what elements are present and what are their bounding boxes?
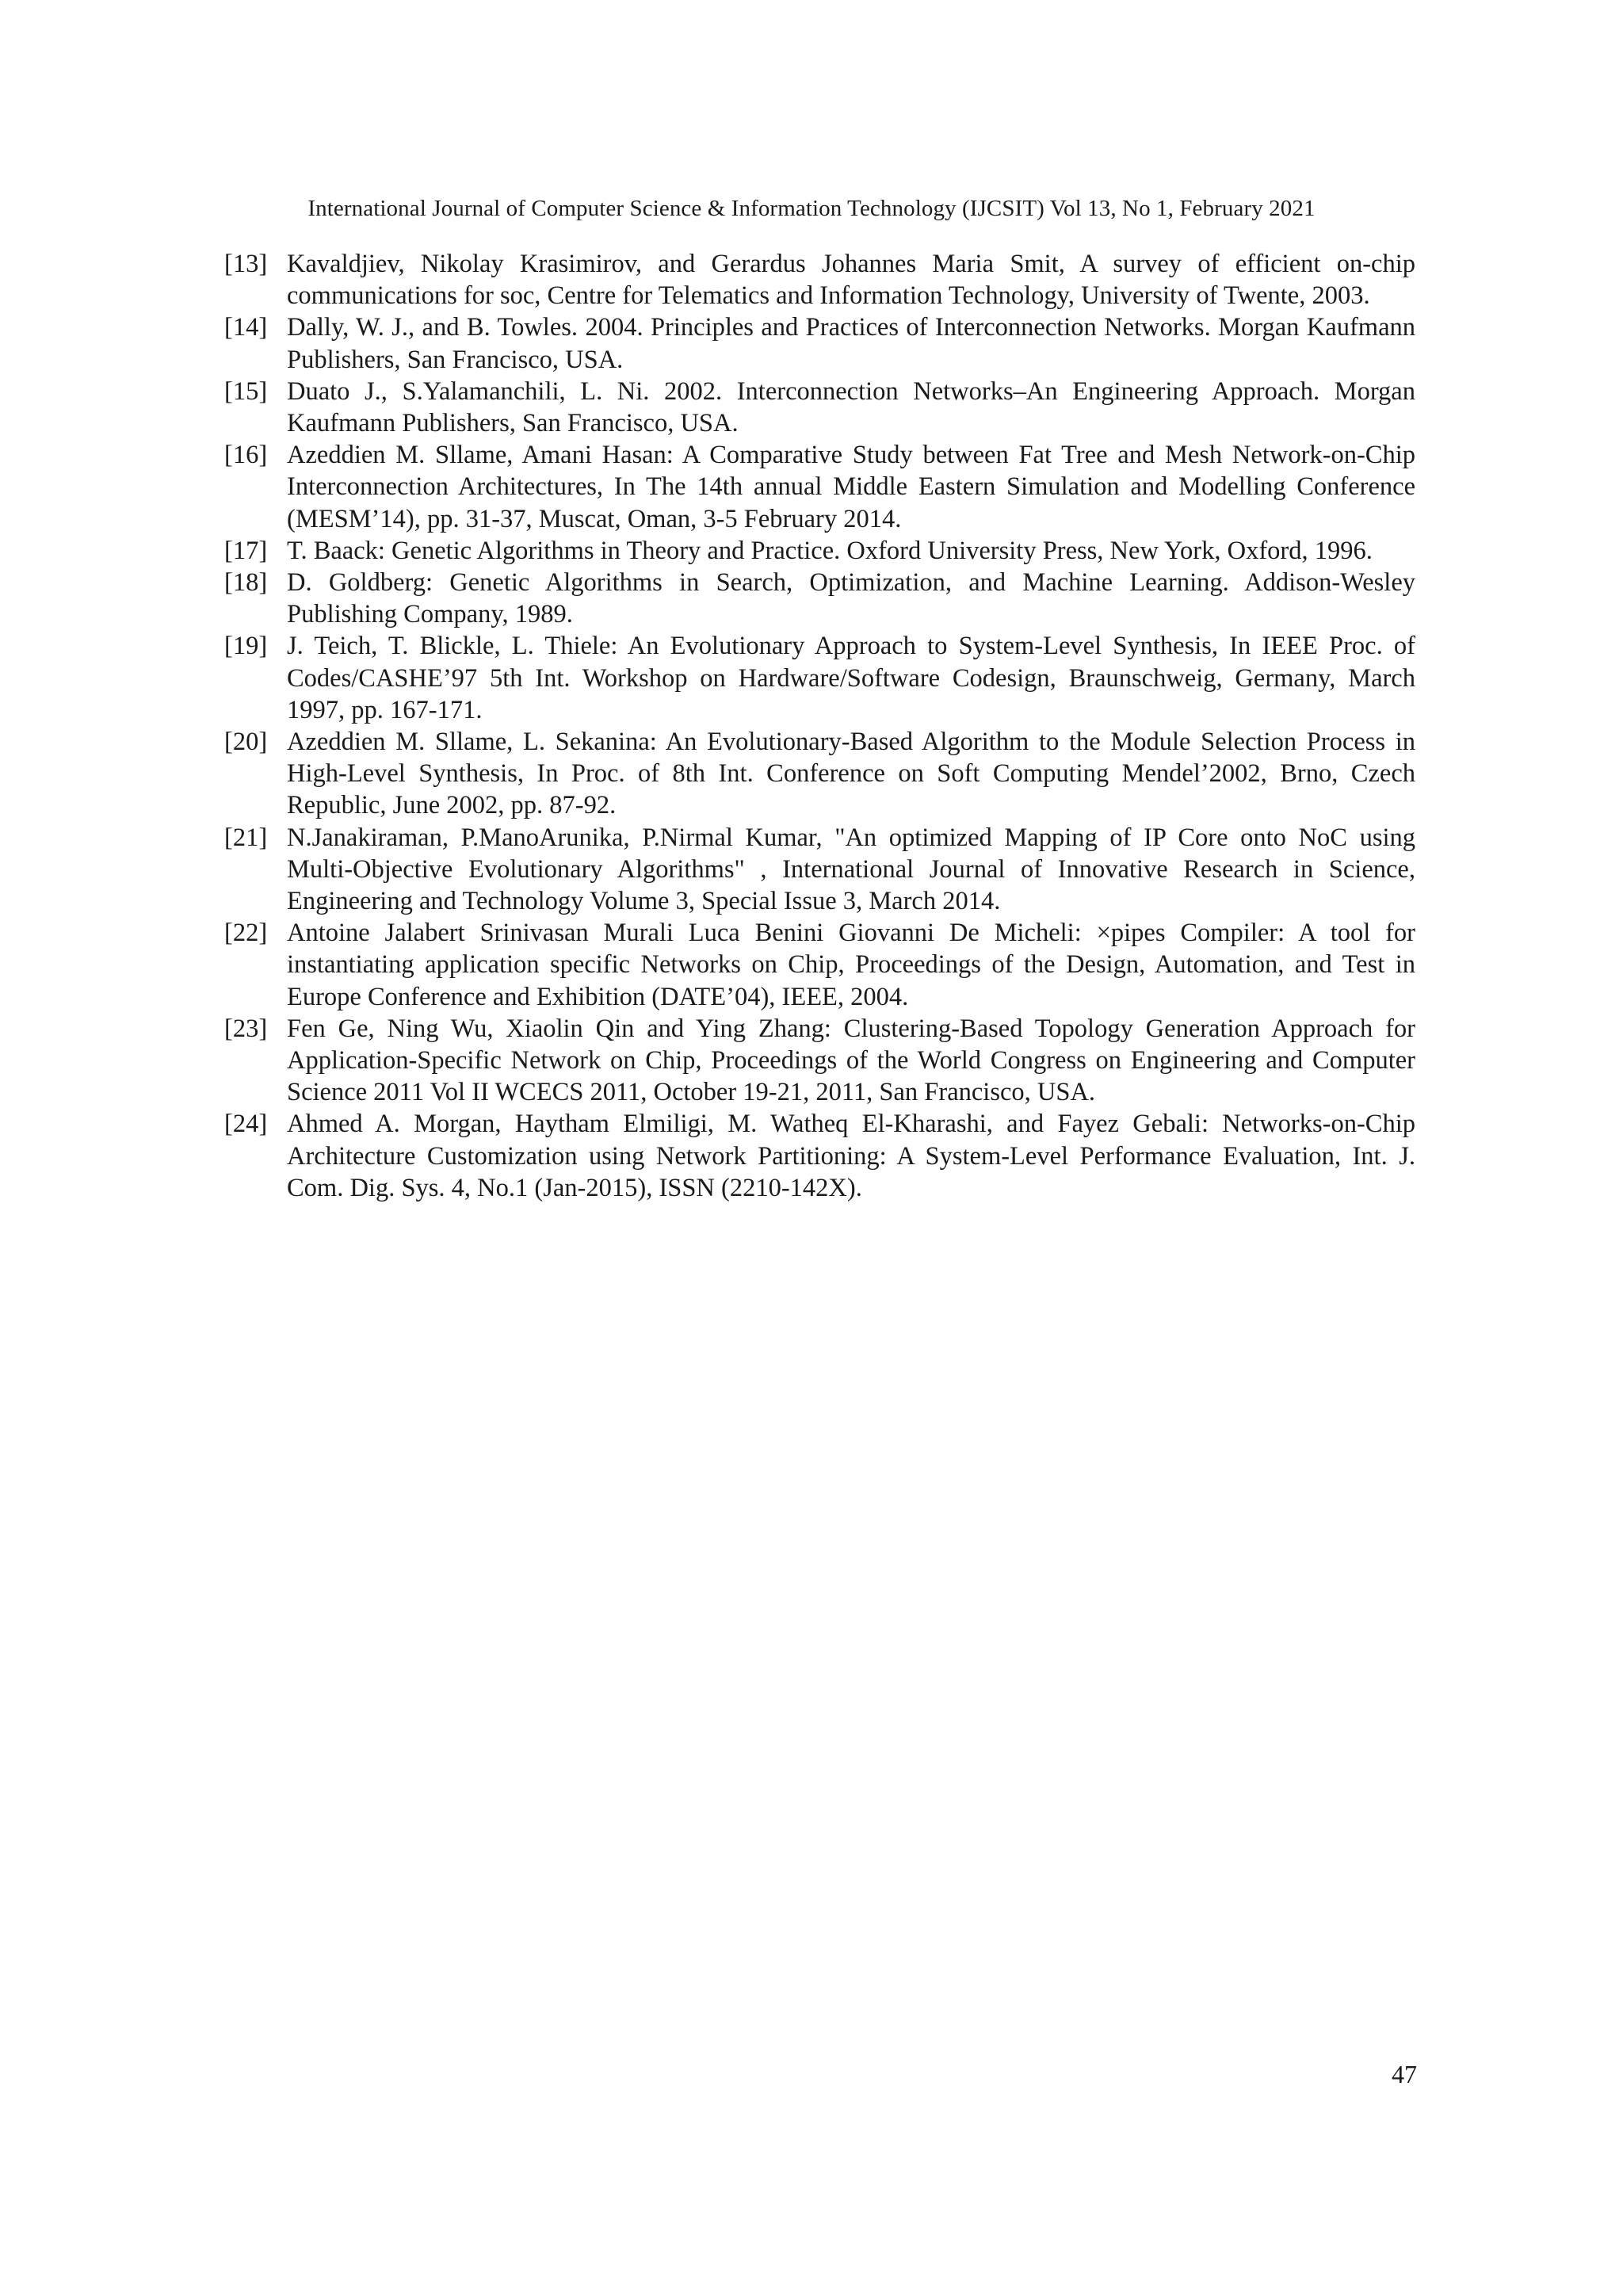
reference-item-18	[224, 567, 1415, 630]
reference-number: [13]	[224, 250, 268, 278]
reference-text: Azeddien M. Sllame, Amani Hasan: A Comparative Study between Fat Tree and Mesh Network-on-Chip Interconnection Architectures, In The 14th annual Middle Eastern Simulation and Modelling Conference (MESM’14), pp. 31-37, Muscat, Oman, 3-5 February 2014.	[287, 441, 1415, 533]
reference-text: N.Janakiraman, P.ManoArunika, P.Nirmal Kumar, "An optimized Mapping of IP Core onto NoC using Multi-Objective Evolutionary Algorithms" , International Journal of Innovative Research in Science, Engineering and Technology Volume 3, Special Issue 3, March 2014.	[287, 823, 1415, 916]
reference-item-23	[224, 1013, 1415, 1109]
reference-item-15	[224, 376, 1415, 439]
reference-item-24	[224, 1108, 1415, 1204]
reference-number: [22]	[224, 919, 268, 948]
reference-item-13	[224, 248, 1415, 311]
reference-text: Ahmed A. Morgan, Haytham Elmiligi, M. Watheq El-Kharashi, and Fayez Gebali: Networks-on-Chip Architecture Customization using Network Partitioning: A System-Level Performance Evaluation, Int. J. Com. Dig. Sys. 4, No.1 (Jan-2015), ISSN (2210-142X).	[287, 1110, 1415, 1202]
reference-text: Dally, W. J., and B. Towles. 2004. Principles and Practices of Interconnection Networks. Morgan Kaufmann Publishers, San Francisco, USA.	[287, 313, 1415, 374]
reference-number: [16]	[224, 441, 268, 470]
reference-number: [24]	[224, 1110, 268, 1139]
reference-text: Kavaldjiev, Nikolay Krasimirov, and Gerardus Johannes Maria Smit, A survey of efficient on-chip communications for soc, Centre for Telematics and Information Technology, University of Twente, 2003.	[287, 250, 1415, 311]
reference-number: [21]	[224, 823, 268, 852]
reference-number: [18]	[224, 568, 268, 598]
reference-text: Fen Ge, Ning Wu, Xiaolin Qin and Ying Zhang: Clustering-Based Topology Generation Approach for Application-Specific Network on Chip, Proceedings of the World Congress on Engineering and Computer Science 2011 Vol II WCECS 2011, October 19-21, 2011, San Francisco, USA.	[287, 1014, 1415, 1107]
reference-item-14	[224, 311, 1415, 375]
reference-text: T. Baack: Genetic Algorithms in Theory and Practice. Oxford University Press, New York, Oxford, 1996.	[287, 536, 1373, 565]
reference-text: D. Goldberg: Genetic Algorithms in Search, Optimization, and Machine Learning. Addison-Wesley Publishing Company, 1989.	[287, 568, 1415, 629]
reference-item-22	[224, 917, 1415, 1013]
page-number: 47	[1392, 2060, 1417, 2088]
reference-item-19	[224, 630, 1415, 726]
reference-number: [23]	[224, 1014, 268, 1043]
reference-number: [19]	[224, 632, 268, 661]
reference-number: [20]	[224, 728, 268, 757]
reference-item-21	[224, 822, 1415, 918]
reference-text: Duato J., S.Yalamanchili, L. Ni. 2002. Interconnection Networks–An Engineering Approach. Morgan Kaufmann Publishers, San Francisco, USA.	[287, 376, 1415, 438]
reference-text: J. Teich, T. Blickle, L. Thiele: An Evolutionary Approach to System-Level Synthesis, In IEEE Proc. of Codes/CASHE’97 5th Int. Workshop on Hardware/Software Codesign, Braunschweig, Germany, March 1997, pp. 167-171.	[287, 632, 1415, 724]
reference-number: [17]	[224, 536, 268, 565]
reference-number: [14]	[224, 313, 268, 342]
reference-text: Azeddien M. Sllame, L. Sekanina: An Evolutionary-Based Algorithm to the Module Selection Process in High-Level Synthesis, In Proc. of 8th Int. Conference on Soft Computing Mendel’2002, Brno, Czech Republic, June 2002, pp. 87-92.	[287, 728, 1415, 820]
reference-number: [15]	[224, 376, 268, 406]
running-header: International Journal of Computer Science & Information Technology (IJCSIT) Vol 13, No 1, February 2021	[307, 196, 1316, 221]
reference-item-16	[224, 439, 1415, 535]
reference-item-20	[224, 726, 1415, 822]
reference-text: Antoine Jalabert Srinivasan Murali Luca Benini Giovanni De Micheli: ×pipes Compiler: A tool for instantiating application specific Networks on Chip, Proceedings of the Design, Automation, and Test in Europe Conference and Exhibition (DATE’04), IEEE, 2004.	[287, 919, 1415, 1011]
reference-list	[224, 248, 1415, 1204]
reference-item-17	[224, 535, 1415, 567]
